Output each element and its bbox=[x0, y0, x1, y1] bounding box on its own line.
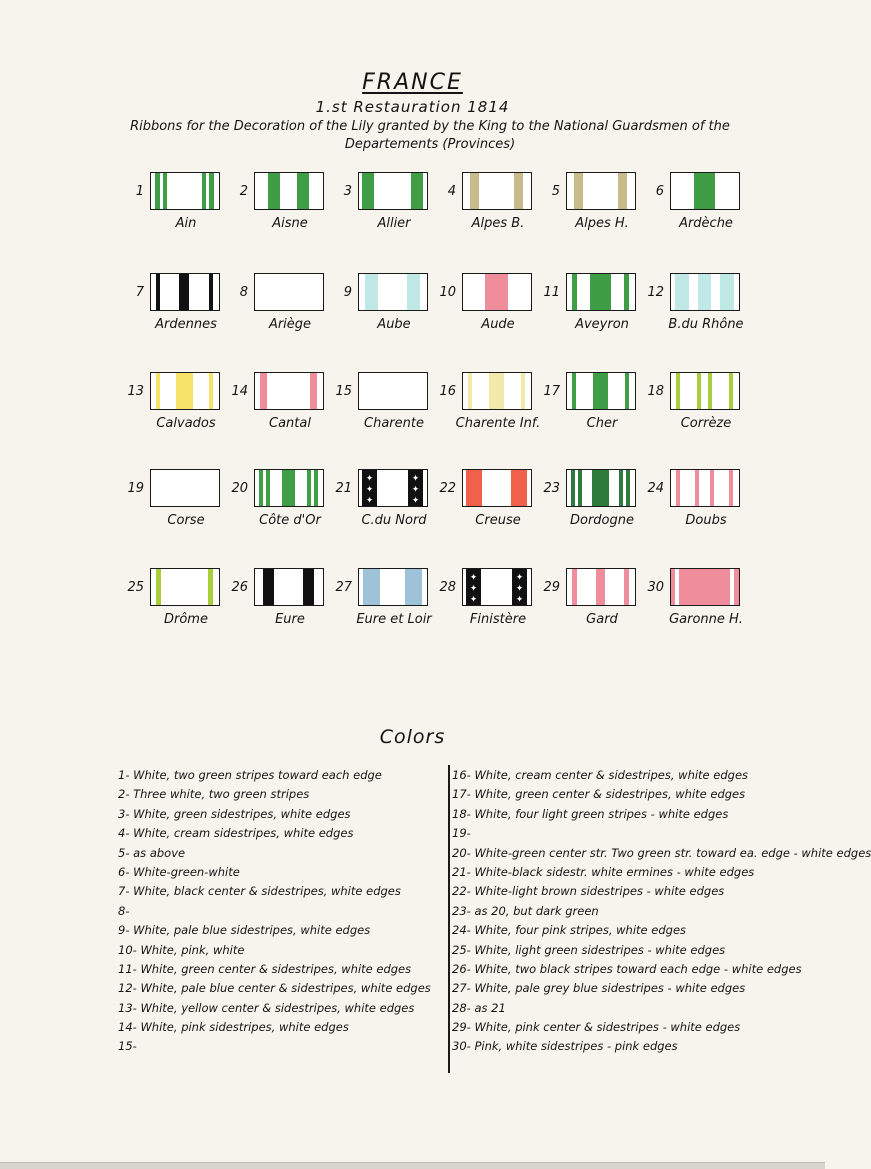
ribbon-cher bbox=[566, 372, 636, 410]
ribbon-corse bbox=[150, 469, 220, 507]
ribbon-number: 3 bbox=[343, 184, 352, 199]
ribbon-eure-et-loir bbox=[358, 568, 428, 606]
legend-entry: 15- bbox=[118, 1039, 137, 1054]
ribbon-name: Doubs bbox=[685, 513, 727, 528]
ribbon-eure bbox=[254, 568, 324, 606]
ribbon-number: 24 bbox=[647, 481, 664, 496]
legend-entry: 4- White, cream sidestripes, white edges bbox=[118, 826, 354, 841]
ribbon-number: 30 bbox=[647, 580, 664, 595]
ermine-icon: ✦ ✦ ✦ bbox=[466, 569, 481, 605]
ribbon-cell-doubs bbox=[642, 467, 772, 539]
ribbon-number: 22 bbox=[439, 481, 456, 496]
ribbon-number: 21 bbox=[335, 481, 352, 496]
ribbon-number: 20 bbox=[231, 481, 248, 496]
legend-entry: 13- White, yellow center & sidestripes, white edges bbox=[118, 1000, 415, 1015]
legend-entry: 10- White, pink, white bbox=[118, 942, 245, 957]
ribbon-cell-correze bbox=[642, 370, 772, 442]
ribbon-number: 23 bbox=[543, 481, 560, 496]
ribbon-name: Corse bbox=[167, 513, 205, 528]
ermine-icon: ✦ ✦ ✦ bbox=[362, 470, 377, 506]
ribbon-name: Dordogne bbox=[569, 513, 634, 528]
ribbon-name: Garonne H. bbox=[669, 612, 743, 627]
ribbon-ardennes bbox=[150, 273, 220, 311]
ribbon-gard bbox=[566, 568, 636, 606]
ribbon-name: Corrèze bbox=[680, 416, 732, 431]
page-title: FRANCE bbox=[362, 70, 463, 95]
ribbon-name: Ardèche bbox=[679, 216, 733, 231]
ribbon-ardeche bbox=[670, 172, 740, 210]
ribbon-ariege bbox=[254, 273, 324, 311]
legend-entry: 23- as 20, but dark green bbox=[452, 903, 599, 918]
ribbon-name: B.du Rhône bbox=[668, 317, 744, 332]
ribbon-name: Gard bbox=[586, 612, 618, 627]
ribbon-number: 5 bbox=[551, 184, 560, 199]
ribbon-number: 18 bbox=[647, 384, 664, 399]
legend-entry: 28- as 21 bbox=[452, 1000, 506, 1015]
ribbon-number: 14 bbox=[231, 384, 248, 399]
ribbon-number: 19 bbox=[127, 481, 144, 496]
ribbon-number: 4 bbox=[447, 184, 456, 199]
ribbon-name: Aisne bbox=[272, 216, 308, 231]
legend-entry: 19- bbox=[452, 826, 471, 841]
ribbon-number: 10 bbox=[439, 285, 456, 300]
legend-entry: 7- White, black center & sidestripes, white edges bbox=[118, 884, 401, 899]
ribbon-name: Alpes H. bbox=[575, 216, 629, 231]
ribbon-number: 9 bbox=[343, 285, 352, 300]
ribbon-number: 27 bbox=[335, 580, 352, 595]
page-bottom-edge bbox=[0, 1162, 825, 1169]
ribbon-ain bbox=[150, 172, 220, 210]
ribbon-allier bbox=[358, 172, 428, 210]
ribbon-name: Ain bbox=[175, 216, 197, 231]
ribbon-number: 16 bbox=[439, 384, 456, 399]
ribbon-name: C.du Nord bbox=[361, 513, 427, 528]
ribbon-correze bbox=[670, 372, 740, 410]
ribbon-number: 17 bbox=[543, 384, 560, 399]
legend-entry: 26- White, two black stripes toward each edge - white edges bbox=[452, 961, 802, 976]
ribbon-number: 13 bbox=[127, 384, 144, 399]
ribbon-name: Allier bbox=[377, 216, 411, 231]
ribbon-number: 28 bbox=[439, 580, 456, 595]
ribbon-number: 2 bbox=[239, 184, 248, 199]
legend-entry: 14- White, pink sidestripes, white edges bbox=[118, 1020, 349, 1035]
legend-entry: 20- White-green center str. Two green str. toward ea. edge - white edges bbox=[452, 845, 871, 860]
ribbon-cantal bbox=[254, 372, 324, 410]
ribbon-alpes-h bbox=[566, 172, 636, 210]
legend-entry: 22- White-light brown sidestripes - white edges bbox=[452, 884, 725, 899]
legend-entry: 2- Three white, two green stripes bbox=[118, 787, 310, 802]
ribbon-dordogne bbox=[566, 469, 636, 507]
ribbon-creuse bbox=[462, 469, 532, 507]
ribbon-number: 29 bbox=[543, 580, 560, 595]
ribbon-name: Cher bbox=[586, 416, 618, 431]
ribbon-name: Finistère bbox=[469, 612, 527, 627]
color-legend-right bbox=[452, 766, 871, 1057]
ribbon-number: 6 bbox=[655, 184, 664, 199]
ermine-icon: ✦ ✦ ✦ bbox=[408, 470, 423, 506]
legend-entry: 16- White, cream center & sidestripes, white edges bbox=[452, 768, 749, 782]
ribbon-number: 1 bbox=[135, 184, 144, 199]
ribbon-drome bbox=[150, 568, 220, 606]
ribbon-name: Charente Inf. bbox=[455, 416, 541, 431]
color-legend-left bbox=[118, 766, 448, 1057]
ribbon-aveyron bbox=[566, 273, 636, 311]
ribbon-alpes-b bbox=[462, 172, 532, 210]
ribbon-aude bbox=[462, 273, 532, 311]
ribbon-cell-b-du-rhone bbox=[642, 271, 772, 343]
legend-divider bbox=[448, 765, 450, 1073]
ribbon-doubs bbox=[670, 469, 740, 507]
ribbon-cote-d-or bbox=[254, 469, 324, 507]
legend-entry: 8- bbox=[118, 903, 130, 918]
ribbon-name: Eure bbox=[275, 612, 305, 627]
legend-entry: 21- White-black sidestr. white ermines - white edges bbox=[452, 864, 755, 879]
ribbon-name: Drôme bbox=[164, 612, 208, 627]
legend-entry: 30- Pink, white sidestripes - pink edges bbox=[452, 1039, 678, 1054]
ribbon-number: 7 bbox=[135, 285, 144, 300]
colors-heading: Colors bbox=[379, 726, 446, 748]
legend-entry: 29- White, pink center & sidestripes - white edges bbox=[452, 1020, 741, 1035]
ribbon-b-du-rhone bbox=[670, 273, 740, 311]
legend-entry: 1- White, two green stripes toward each edge bbox=[118, 768, 382, 782]
ribbon-charente bbox=[358, 372, 428, 410]
ribbon-name: Charente bbox=[364, 416, 424, 431]
ribbon-calvados bbox=[150, 372, 220, 410]
ribbon-number: 8 bbox=[239, 285, 248, 300]
ribbon-garonne-h bbox=[670, 568, 740, 606]
legend-entry: 24- White, four pink stripes, white edges bbox=[452, 923, 687, 938]
ribbon-c-du-nord bbox=[358, 469, 428, 507]
legend-entry: 12- White, pale blue center & sidestripes, white edges bbox=[118, 981, 431, 996]
ribbon-finistere bbox=[462, 568, 532, 606]
ribbon-number: 15 bbox=[335, 384, 352, 399]
ribbon-name: Ardennes bbox=[155, 317, 217, 332]
legend-entry: 18- White, four light green stripes - white edges bbox=[452, 806, 729, 821]
ribbon-name: Eure et Loir bbox=[356, 612, 432, 627]
ribbon-number: 25 bbox=[127, 580, 144, 595]
ribbon-name: Alpes B. bbox=[471, 216, 525, 231]
legend-entry: 9- White, pale blue sidestripes, white edges bbox=[118, 923, 371, 938]
ribbon-name: Calvados bbox=[156, 416, 216, 431]
ribbon-number: 12 bbox=[647, 285, 664, 300]
legend-entry: 25- White, light green sidestripes - white edges bbox=[452, 942, 726, 957]
legend-entry: 6- White-green-white bbox=[118, 864, 240, 879]
ribbon-cell-garonne-h bbox=[642, 566, 772, 638]
ribbon-name: Côte d'Or bbox=[259, 513, 321, 528]
legend-entry: 3- White, green sidestripes, white edges bbox=[118, 806, 351, 821]
ribbon-number: 26 bbox=[231, 580, 248, 595]
legend-entry: 27- White, pale grey blue sidestripes - white edges bbox=[452, 981, 746, 996]
page-subtitle: 1.st Restauration 1814 bbox=[315, 98, 510, 116]
ribbon-aisne bbox=[254, 172, 324, 210]
ribbon-name: Aube bbox=[377, 317, 411, 332]
ribbon-cell-ardeche bbox=[642, 170, 772, 242]
ribbon-name: Creuse bbox=[475, 513, 521, 528]
legend-entry: 17- White, green center & sidestripes, white edges bbox=[452, 787, 746, 802]
ermine-icon: ✦ ✦ ✦ bbox=[512, 569, 527, 605]
ribbon-name: Ariège bbox=[268, 317, 312, 332]
ribbon-aube bbox=[358, 273, 428, 311]
ribbon-number: 11 bbox=[543, 285, 560, 300]
ribbon-name: Aveyron bbox=[575, 317, 629, 332]
ribbon-charente-inf bbox=[462, 372, 532, 410]
legend-entry: 5- as above bbox=[118, 845, 186, 860]
page-description: Ribbons for the Decoration of the Lily granted by the King to the National Guardsmen of the Departements (Provinces) bbox=[130, 119, 730, 152]
ribbon-name: Cantal bbox=[269, 416, 311, 431]
legend-entry: 11- White, green center & sidestripes, white edges bbox=[118, 961, 412, 976]
ribbon-name: Aude bbox=[481, 317, 515, 332]
